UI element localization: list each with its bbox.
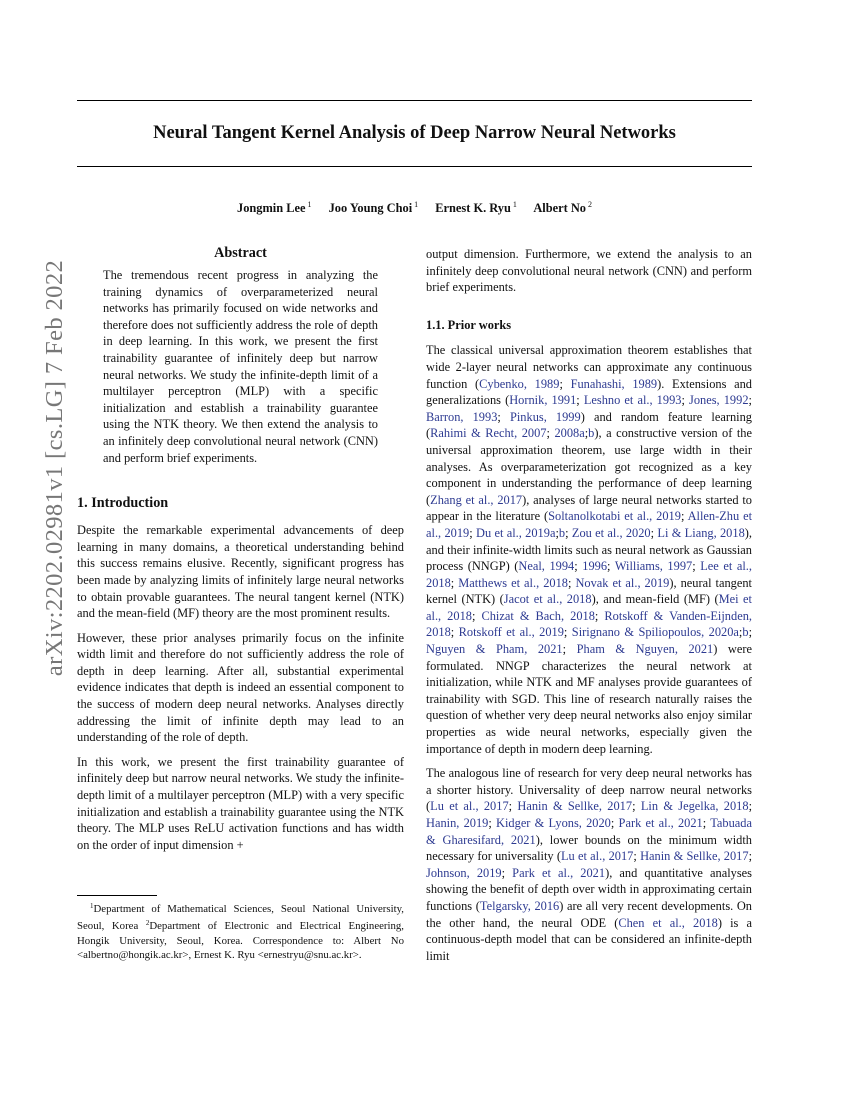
paragraph-text: ;	[607, 559, 615, 574]
citation-link[interactable]: Leshno et al., 1993	[583, 393, 682, 408]
paragraph-text: ;	[555, 525, 559, 540]
paragraph-text: The classical universal approximation theorem establishes that wide 2-layer neural networks can approximate any continuous function (	[426, 343, 752, 391]
affiliation-footnote	[77, 899, 404, 962]
paragraph-text: ;	[633, 849, 641, 864]
paragraph-text: ) is a continuous-depth model that can be considered an infinite-depth limit	[426, 915, 752, 963]
paragraph-text: The analogous line of research for very deep neural networks has a shorter history. Universality of deep narrow neural networks (	[426, 766, 752, 814]
paragraph-text: ;	[594, 608, 605, 623]
citation-link[interactable]: Telgarsky, 2016	[479, 898, 560, 913]
left-column	[77, 244, 404, 861]
prior-works-paragraph	[426, 765, 752, 964]
citation-link[interactable]: Zhang et al., 2017	[430, 492, 523, 507]
paragraph-text: ;	[559, 376, 571, 391]
citation-link[interactable]: Lin & Jegelka, 2018	[640, 799, 749, 814]
citation-link[interactable]: b	[588, 426, 595, 441]
introduction-paragraph: In this work, we present the first trainability guarantee of infinitely deep but narrow neural networks. We study the infinite-depth limit of a multilayer perceptron (MLP) with a very specific initialization and establish a trainability guarantee using the NTK theory. The MLP uses ReLU activation functions and has width on the order of input dimension +	[77, 754, 404, 852]
paragraph-text: ) are all very recent developments. On the other hand, the neural ODE (	[426, 898, 753, 930]
author-affiliation: 2	[587, 200, 592, 209]
paragraph-text: ;	[563, 625, 572, 640]
paragraph-text: ), neural tangent kernel (NTK) (	[426, 575, 753, 607]
paragraph-text: ). Extensions and generalizations (	[426, 376, 752, 408]
citation-link[interactable]: Jones, 1992	[689, 393, 749, 408]
paragraph-text: ;	[567, 575, 576, 590]
citation-link[interactable]: Jacot et al., 2018	[503, 592, 592, 607]
citation-link[interactable]: Rotskoff et al., 2019	[458, 625, 564, 640]
paragraph-text: ) and random feature learning (	[426, 409, 752, 441]
citation-link[interactable]: 2008a	[554, 426, 585, 441]
paragraph-text: ), analyses of large neural networks started to appear in the literature (	[426, 492, 752, 524]
title-rule-bottom	[77, 166, 752, 167]
citation-link[interactable]: Chen et al., 2018	[618, 915, 718, 930]
introduction-paragraph: However, these prior analyses primarily focus on the infinite width limit and therefore do not sufficiently address the role of depth in deep learning. After all, substantial experimental evidence indicates that depth is indeed an essential component to the success of modern deep neural networks. Analyses directly addressing the limit of infinite depth may lead to an understanding of the role of depth.	[77, 630, 404, 745]
paragraph-text: ;	[584, 426, 589, 441]
right-column	[426, 246, 752, 972]
author-list	[77, 196, 752, 217]
paragraph-text: ;	[680, 509, 688, 524]
citation-link[interactable]: Barron, 1993	[426, 409, 498, 424]
footnote-rule	[77, 895, 157, 896]
author-affiliation: 1	[512, 200, 517, 209]
paragraph-text: ), lower bounds on the minimum width necessary for universality (	[426, 832, 752, 864]
title-rule-top	[77, 100, 752, 101]
footnote-text: Department of Mathematical Sciences, Seoul National University, Seoul, Korea	[77, 903, 404, 933]
citation-link[interactable]: Lee et al., 2018	[426, 559, 753, 590]
author-name: Ernest K. Ryu	[435, 201, 511, 215]
introduction-heading: 1. Introduction	[77, 495, 169, 512]
prior-works-heading: 1.1. Prior works	[426, 317, 512, 332]
footnote-marker: 1	[90, 902, 94, 910]
paragraph-text: ;	[632, 799, 641, 814]
citation-link[interactable]: Park et al., 2021	[618, 816, 703, 830]
paragraph-text: ;	[574, 559, 583, 574]
author-name: Albert No	[533, 201, 586, 215]
citation-link[interactable]: b	[742, 625, 749, 640]
author-name: Joo Young Choi	[328, 201, 413, 215]
paragraph-text: ;	[748, 849, 753, 864]
paragraph-text: ;	[546, 426, 555, 441]
citation-link[interactable]: Hanin & Sellke, 2017	[640, 849, 749, 864]
paragraph-text: ;	[692, 559, 701, 574]
citation-link[interactable]: Novak et al., 2019	[575, 575, 670, 590]
footnote-marker: 2	[145, 919, 150, 928]
citation-link[interactable]: Johnson, 2019	[426, 865, 502, 880]
citation-link[interactable]: Lu et al., 2017	[560, 849, 634, 864]
paragraph-text: ;	[450, 625, 459, 640]
paragraph-text: ) were formulated. NNGP characterizes the neural network at initialization, while NTK and MF analyses provide guarantees of trainability with SGD. This line of research naturally raises the question of whether very deep neural networks also enjoy similar properties as wide neural networks, especially given the importance of depth in modern deep learning.	[426, 642, 752, 756]
paragraph-text: ;	[650, 525, 658, 540]
paragraph-text: ;	[748, 393, 752, 408]
citation-link[interactable]: Cybenko, 1989	[479, 376, 560, 391]
paragraph-text: ;	[508, 799, 518, 814]
author-affiliation: 1	[414, 200, 419, 209]
paragraph-text: ;	[610, 816, 619, 830]
paragraph-text: ;	[488, 816, 497, 830]
paragraph-text: ;	[565, 525, 572, 540]
author-name: Jongmin Lee	[237, 201, 306, 215]
citation-link[interactable]: Rotskoff & Vanden-Eijnden, 2018	[426, 608, 752, 640]
citation-link[interactable]: Soltanolkotabi et al., 2019	[548, 509, 681, 524]
citation-link[interactable]: Hornik, 1991	[509, 393, 577, 408]
citation-link[interactable]: Neal, 1994	[518, 559, 575, 574]
paragraph-text: ;	[501, 865, 513, 880]
paragraph-text: ;	[469, 525, 476, 540]
citation-link[interactable]: Williams, 1997	[614, 559, 693, 574]
citation-link[interactable]: Lu et al., 2017	[430, 799, 509, 814]
paragraph-text: ), and quantitative analyses showing the benefit of depth over width in approximating certain functions (	[426, 865, 752, 913]
introduction-paragraph: Despite the remarkable experimental advancements of deep learning in many domains, a theoretical understanding behind this success remains elusive. Recently, significant progress has been made by analyzing limits of infinitely large neural networks to obtain provable guarantees. The neural tangent kernel (NTK) and the mean-field (MF) theory are the most prominent results.	[77, 523, 404, 621]
citation-link[interactable]: Pinkus, 1999	[509, 409, 581, 424]
citation-link[interactable]: Rahimi & Recht, 2007	[430, 426, 547, 441]
paragraph-text: ;	[562, 642, 577, 657]
citation-link[interactable]: Pham & Nguyen, 2021	[576, 642, 714, 657]
citation-link[interactable]: Zou et al., 2020	[571, 525, 651, 540]
paragraph-text: ;	[471, 608, 482, 623]
citation-link[interactable]: Park et al., 2021	[512, 865, 606, 880]
paragraph-text: ), a constructive version of the universal approximation theorem, use large width in their analyses. As overparameterization got recognized as a key component in understanding the performance of deep learning (	[426, 426, 753, 507]
citation-link[interactable]: Hanin, 2019	[426, 816, 489, 830]
abstract-text: The tremendous recent progress in analyzing the training dynamics of overparameterized neural networks has primarily focused on wide networks and therefore does not sufficiently address the role of depth in deep learning. In this work, we present the first trainability guarantee of infinitely deep but narrow neural networks. We study the infinite-depth limit of a multilayer perceptron (MLP) with a specific initialization and establish a trainability guarantee using the NTK theory. We then extend the analysis to an infinitely deep convolutional neural network (CNN) and perform brief experiments.	[103, 268, 378, 465]
introduction-paragraph-continued: output dimension. Furthermore, we extend the analysis to an infinitely deep convolutional neural network (CNN) and perform brief experiments.	[426, 247, 752, 295]
citation-link[interactable]: Kidger & Lyons, 2020	[496, 816, 611, 830]
citation-link[interactable]: Tabuada & Gharesifard, 2021	[426, 816, 752, 847]
citation-link[interactable]: Mei et al., 2018	[426, 592, 752, 623]
citation-link[interactable]: Hanin & Sellke, 2017	[517, 799, 633, 814]
paragraph-text: ;	[450, 575, 459, 590]
citation-link[interactable]: Li & Liang, 2018	[657, 525, 745, 540]
paragraph-text: ;	[681, 393, 690, 408]
prior-works-paragraph	[426, 342, 752, 757]
footnote-text: Department of Electronic and Electrical Engineering, Hongik University, Seoul, Korea. Correspondence to: Albert No <albertno@hongik.ac.kr>, Ernest K. Ryu <ernestryu@snu.ac.kr>.	[77, 920, 404, 961]
citation-link[interactable]: Sirignano & Spiliopoulos, 2020a	[571, 625, 739, 640]
arxiv-identifier: arXiv:2202.02981v1 [cs.LG] 7 Feb 2022	[41, 259, 68, 677]
paragraph-text: ;	[497, 409, 510, 424]
citation-link[interactable]: 1996	[582, 559, 608, 574]
citation-link[interactable]: Chizat & Bach, 2018	[481, 608, 595, 623]
paragraph-text: ;	[702, 816, 711, 830]
paragraph-text: ), and mean-field (MF) (	[591, 592, 719, 607]
citation-link[interactable]: Du et al., 2019a	[476, 525, 556, 540]
paragraph-text: ), and their infinite-width limits such as neural network as Gaussian process (NNGP) (	[426, 525, 753, 574]
paper-title: Neural Tangent Kernel Analysis of Deep Narrow Neural Networks	[153, 123, 676, 143]
citation-link[interactable]: Funahashi, 1989	[570, 376, 658, 391]
citation-link[interactable]: Matthews et al., 2018	[458, 575, 568, 590]
author-affiliation: 1	[307, 200, 312, 209]
citation-link[interactable]: Nguyen & Pham, 2021	[426, 642, 563, 657]
paragraph-text: ;	[738, 625, 743, 640]
paragraph-text: ;	[576, 393, 584, 408]
citation-link[interactable]: Allen-Zhu et al., 2019	[426, 509, 753, 540]
paragraph-text: ;	[748, 625, 753, 640]
paragraph-text: ;	[748, 799, 753, 814]
abstract-heading: Abstract	[214, 245, 267, 261]
citation-link[interactable]: b	[558, 525, 566, 540]
